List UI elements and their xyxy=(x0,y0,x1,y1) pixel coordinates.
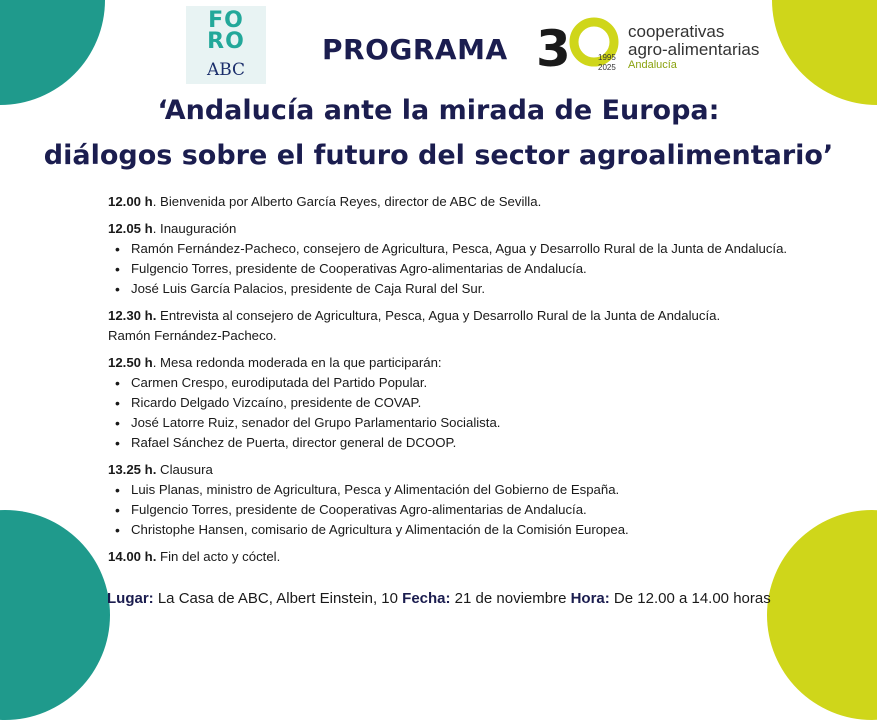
speaker-item: • Christophe Hansen, comisario de Agricultura y Alimentación de la Comisión Europea. xyxy=(108,520,868,540)
fecha-value: 21 de noviembre xyxy=(450,590,571,607)
speaker-list xyxy=(108,373,868,453)
agenda-item xyxy=(108,460,868,540)
agenda-text: . Mesa redonda moderada en la que participarán: xyxy=(152,355,442,370)
programa-heading: PROGRAMA xyxy=(322,33,508,66)
svg-text:3: 3 xyxy=(536,20,571,76)
lugar-value: La Casa de ABC, Albert Einstein, 10 xyxy=(153,590,403,607)
foro-abc-logo xyxy=(186,6,266,84)
speaker-item: • Ricardo Delgado Vizcaíno, presidente de COVAP. xyxy=(108,393,868,413)
speaker-item: • Fulgencio Torres, presidente de Cooperativas Agro-alimentarias de Andalucía. xyxy=(108,259,868,279)
coop-name-line3: Andalucía xyxy=(628,59,677,71)
agenda-text: . Bienvenida por Alberto García Reyes, director de ABC de Sevilla. xyxy=(152,194,542,209)
agenda-text: . Inauguración xyxy=(152,221,237,236)
agenda xyxy=(108,192,868,574)
coop-name-line1: cooperativas xyxy=(628,22,725,41)
speaker-item: • Luis Planas, ministro de Agricultura, Pesca y Alimentación del Gobierno de España. xyxy=(108,480,868,500)
cooperativas-logo xyxy=(536,16,766,76)
speaker-item: • José Latorre Ruiz, senador del Grupo Parlamentario Socialista. xyxy=(108,413,868,433)
agenda-item xyxy=(108,547,868,567)
agenda-time: 14.00 h. xyxy=(108,549,157,564)
foro-logo-abc: ABC xyxy=(206,60,246,80)
decor-circle-bottom-left xyxy=(0,510,110,720)
event-details-footer xyxy=(107,590,771,607)
lugar-label: Lugar: xyxy=(107,590,154,607)
agenda-text: Entrevista al consejero de Agricultura, Pesca, Agua y Desarrollo Rural de la Junta de Andalucía. xyxy=(156,308,721,323)
agenda-time: 12.50 h xyxy=(108,355,153,370)
decor-circle-top-left xyxy=(0,0,105,105)
speaker-item: • Fulgencio Torres, presidente de Cooperativas Agro-alimentarias de Andalucía. xyxy=(108,500,868,520)
agenda-item xyxy=(108,353,868,453)
speaker-item: • Rafael Sánchez de Puerta, director general de DCOOP. xyxy=(108,433,868,453)
event-title-line2: diálogos sobre el futuro del sector agroalimentario’ xyxy=(43,140,834,171)
agenda-item xyxy=(108,219,868,299)
coop-year-end: 2025 xyxy=(598,63,616,72)
fecha-label: Fecha: xyxy=(402,590,451,607)
hora-label: Hora: xyxy=(570,590,610,607)
speaker-item: • José Luis García Palacios, presidente de Caja Rural del Sur. xyxy=(108,279,868,299)
speaker-list xyxy=(108,480,868,540)
foro-logo-letters: FO RO xyxy=(207,8,245,54)
speaker-list xyxy=(108,239,868,299)
agenda-time: 12.05 h xyxy=(108,221,153,236)
agenda-text: Clausura xyxy=(156,462,213,477)
coop-name-line2: agro-alimentarias xyxy=(628,40,760,59)
agenda-text-continued: Ramón Fernández-Pacheco. xyxy=(108,328,277,343)
agenda-time: 12.30 h. xyxy=(108,308,157,323)
agenda-time: 12.00 h xyxy=(108,194,153,209)
hora-value: De 12.00 a 14.00 horas xyxy=(609,590,771,607)
agenda-item xyxy=(108,192,868,212)
agenda-time: 13.25 h. xyxy=(108,462,157,477)
agenda-text: Fin del acto y cóctel. xyxy=(156,549,281,564)
speaker-item: • Carmen Crespo, eurodiputada del Partido Popular. xyxy=(108,373,868,393)
event-title-line1: ‘Andalucía ante la mirada de Europa: xyxy=(157,95,720,126)
agenda-item xyxy=(108,306,868,346)
decor-circle-top-right xyxy=(772,0,877,105)
speaker-item: • Ramón Fernández-Pacheco, consejero de Agricultura, Pesca, Agua y Desarrollo Rural de la Junta de Andalucía. xyxy=(108,239,868,259)
coop-year-start: 1995 xyxy=(598,53,616,62)
